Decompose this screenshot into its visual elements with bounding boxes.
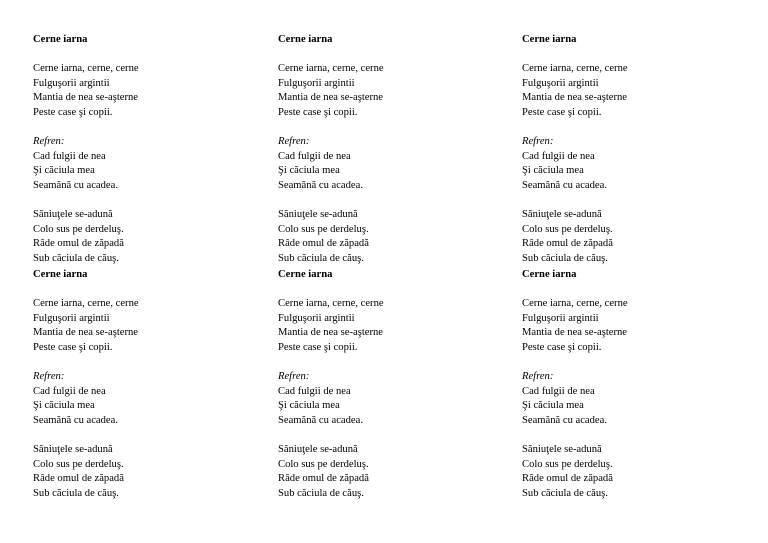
poem-block <box>522 268 752 502</box>
poem-block <box>522 33 752 267</box>
stanza-1-line: Mantia de nea se-aşterne <box>278 327 384 339</box>
stanza-2-line: Săniuţele se-adună <box>522 209 602 221</box>
stanza-2-line: Colo sus pe derdeluş. <box>33 458 124 470</box>
stanza-1-line: Mantia de nea se-aşterne <box>278 92 384 104</box>
stanza-2-line: Râde omul de zăpadă <box>33 473 124 485</box>
refrain-label: Refren: <box>33 136 65 148</box>
spacer <box>522 429 752 444</box>
refrain-label: Refren: <box>278 371 310 383</box>
stanza-1-line: Fulguşorii argintii <box>278 312 355 324</box>
refrain-line: Cad fulgii de nea <box>33 150 106 162</box>
spacer <box>522 48 752 63</box>
stanza-1-line: Fulguşorii argintii <box>278 77 355 89</box>
refrain-line: Seamănă cu acadea. <box>522 414 607 426</box>
stanza-2-line: Râde omul de zăpadă <box>278 473 369 485</box>
spacer <box>33 121 263 136</box>
stanza-1-line: Mantia de nea se-aşterne <box>33 327 139 339</box>
spacer <box>278 429 508 444</box>
stanza-1-line: Peste case şi copii. <box>278 341 358 353</box>
stanza-1-line: Cerne iarna, cerne, cerne <box>278 63 384 75</box>
stanza-2-line: Sub căciula de căuş. <box>522 487 608 499</box>
stanza-1-line: Peste case şi copii. <box>33 106 113 118</box>
spacer <box>33 48 263 63</box>
stanza-1-line: Peste case şi copii. <box>522 106 602 118</box>
spacer <box>522 283 752 298</box>
poem-title: Cerne iarna <box>33 269 88 280</box>
stanza-2-line: Săniuţele se-adună <box>278 444 358 456</box>
poem-block <box>33 268 263 502</box>
stanza-2-line: Sub căciula de căuş. <box>522 252 608 264</box>
poem-title: Cerne iarna <box>33 34 88 45</box>
stanza-2-line: Colo sus pe derdeluş. <box>278 223 369 235</box>
refrain-line: Cad fulgii de nea <box>33 385 106 397</box>
stanza-2-line: Râde omul de zăpadă <box>278 238 369 250</box>
refrain-line: Cad fulgii de nea <box>278 385 351 397</box>
refrain-line: Seamănă cu acadea. <box>278 414 363 426</box>
refrain-line: Seamănă cu acadea. <box>33 414 118 426</box>
stanza-2-line: Colo sus pe derdeluş. <box>522 458 613 470</box>
stanza-1-line: Cerne iarna, cerne, cerne <box>33 63 139 75</box>
spacer <box>33 194 263 209</box>
stanza-1-line: Fulguşorii argintii <box>33 312 110 324</box>
stanza-2-line: Sub căciula de căuş. <box>33 487 119 499</box>
refrain-line: Şi căciula mea <box>33 400 95 412</box>
stanza-1-line: Mantia de nea se-aşterne <box>33 92 139 104</box>
refrain-line: Şi căciula mea <box>522 400 584 412</box>
spacer <box>522 356 752 371</box>
refrain-label: Refren: <box>278 136 310 148</box>
stanza-1-line: Cerne iarna, cerne, cerne <box>522 63 628 75</box>
spacer <box>522 121 752 136</box>
stanza-1-line: Mantia de nea se-aşterne <box>522 327 628 339</box>
spacer <box>278 48 508 63</box>
poem-title: Cerne iarna <box>278 269 333 280</box>
refrain-line: Seamănă cu acadea. <box>33 179 118 191</box>
spacer <box>278 283 508 298</box>
stanza-2-line: Râde omul de zăpadă <box>522 473 613 485</box>
refrain-line: Cad fulgii de nea <box>278 150 351 162</box>
stanza-2-line: Colo sus pe derdeluş. <box>278 458 369 470</box>
stanza-1-line: Fulguşorii argintii <box>33 77 110 89</box>
stanza-1-line: Fulguşorii argintii <box>522 77 599 89</box>
refrain-line: Cad fulgii de nea <box>522 385 595 397</box>
refrain-line: Cad fulgii de nea <box>522 150 595 162</box>
stanza-2-line: Sub căciula de căuş. <box>278 487 364 499</box>
poem-block <box>278 33 508 267</box>
stanza-1-line: Cerne iarna, cerne, cerne <box>33 298 139 310</box>
poem-title: Cerne iarna <box>522 269 577 280</box>
poem-block <box>278 268 508 502</box>
stanza-2-line: Colo sus pe derdeluş. <box>33 223 124 235</box>
spacer <box>33 356 263 371</box>
refrain-label: Refren: <box>522 371 554 383</box>
refrain-line: Şi căciula mea <box>278 400 340 412</box>
stanza-2-line: Râde omul de zăpadă <box>522 238 613 250</box>
stanza-2-line: Săniuţele se-adună <box>33 444 113 456</box>
refrain-line: Şi căciula mea <box>278 165 340 177</box>
refrain-line: Şi căciula mea <box>33 165 95 177</box>
stanza-1-line: Cerne iarna, cerne, cerne <box>522 298 628 310</box>
refrain-line: Seamănă cu acadea. <box>522 179 607 191</box>
stanza-2-line: Râde omul de zăpadă <box>33 238 124 250</box>
stanza-1-line: Cerne iarna, cerne, cerne <box>278 298 384 310</box>
refrain-label: Refren: <box>522 136 554 148</box>
spacer <box>33 283 263 298</box>
stanza-1-line: Peste case şi copii. <box>33 341 113 353</box>
spacer <box>278 121 508 136</box>
spacer <box>278 194 508 209</box>
spacer <box>33 429 263 444</box>
spacer <box>522 194 752 209</box>
poem-title: Cerne iarna <box>278 34 333 45</box>
stanza-1-line: Peste case şi copii. <box>522 341 602 353</box>
refrain-label: Refren: <box>33 371 65 383</box>
stanza-2-line: Sub căciula de căuş. <box>278 252 364 264</box>
stanza-2-line: Săniuţele se-adună <box>522 444 602 456</box>
stanza-2-line: Sub căciula de căuş. <box>33 252 119 264</box>
refrain-line: Seamănă cu acadea. <box>278 179 363 191</box>
stanza-1-line: Peste case şi copii. <box>278 106 358 118</box>
stanza-2-line: Săniuţele se-adună <box>278 209 358 221</box>
stanza-1-line: Fulguşorii argintii <box>522 312 599 324</box>
stanza-2-line: Săniuţele se-adună <box>33 209 113 221</box>
poem-title: Cerne iarna <box>522 34 577 45</box>
stanza-2-line: Colo sus pe derdeluş. <box>522 223 613 235</box>
spacer <box>278 356 508 371</box>
refrain-line: Şi căciula mea <box>522 165 584 177</box>
stanza-1-line: Mantia de nea se-aşterne <box>522 92 628 104</box>
poem-block <box>33 33 263 267</box>
